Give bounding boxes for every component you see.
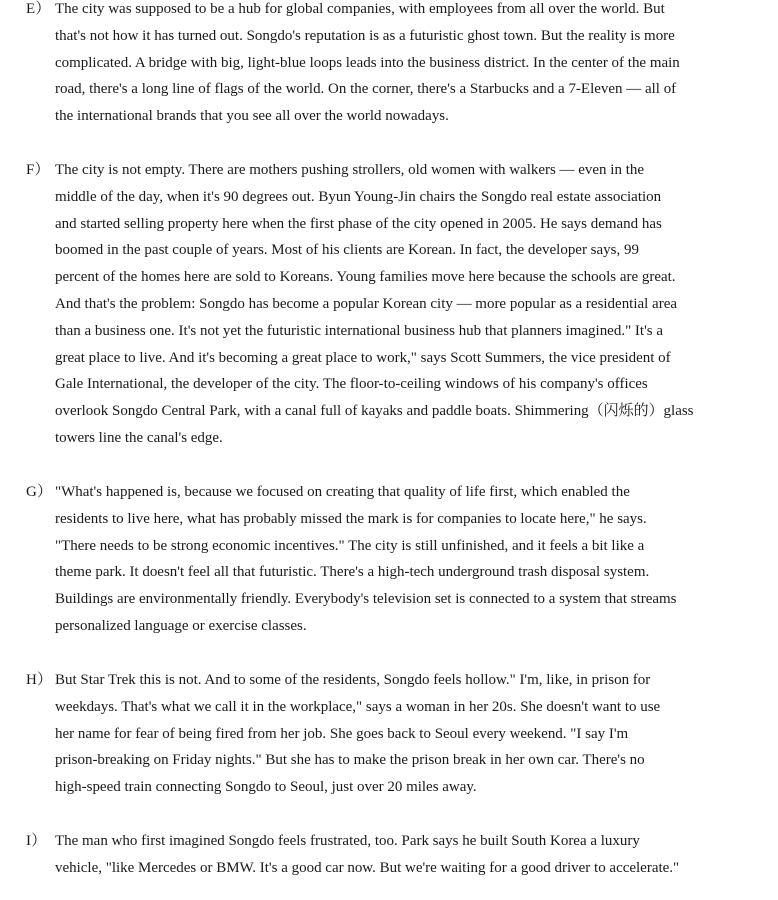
- text-line: boomed in the past couple of years. Most of his clients are Korean. In fact, the developer says, 99: [55, 242, 639, 259]
- paragraph-f: [26, 157, 736, 452]
- paragraph-text: [55, 479, 736, 640]
- text-line: her name for fear of being fired from her job. She goes back to Seoul every weekend. "I say I'm: [55, 725, 629, 742]
- text-line: percent of the homes here are sold to Koreans. Young families move here because the schools are great.: [55, 269, 676, 286]
- text-line: and started selling property here when the first phase of the city opened in 2005. He says demand has: [55, 215, 662, 232]
- paragraph-text: [55, 667, 736, 801]
- text-line: great place to live. And it's becoming a great place to work," says Scott Summers, the vice president of: [55, 349, 671, 366]
- text-line: personalized language or exercise classes.: [55, 617, 307, 634]
- text-line: road, there's a long line of flags of the world. On the corner, there's a Starbucks and a 7-Eleven — all of: [55, 81, 677, 98]
- paragraph-label: H）: [26, 672, 53, 688]
- text-line: The city was supposed to be a hub for global companies, with employees from all over the world. But: [55, 1, 665, 17]
- paragraph-label: G）: [26, 484, 53, 500]
- paragraph-i: [26, 828, 736, 882]
- text-line: weekdays. That's what we call it in the workplace," says a woman in her 20s. She doesn't want to use: [55, 698, 661, 715]
- text-line: vehicle, "like Mercedes or BMW. It's a good car now. But we're waiting for a good driver to accelerate.": [55, 859, 680, 876]
- paragraph-label: E）: [26, 1, 51, 17]
- text-line: that's not how it has turned out. Songdo's reputation is as a futuristic ghost town. But the reality is more: [55, 27, 675, 44]
- paragraph-text: [55, 828, 736, 882]
- paragraph-e: [26, 0, 736, 130]
- text-line: residents to live here, what has probably missed the mark is for companies to locate here," he says.: [55, 510, 647, 527]
- text-line: Gale International, the developer of the city. The floor-to-ceiling windows of his company's offices: [55, 376, 648, 393]
- text-line: But Star Trek this is not. And to some of the residents, Songdo feels hollow." I'm, like, in prison for: [55, 672, 651, 688]
- text-line: middle of the day, when it's 90 degrees out. Byun Young-Jin chairs the Songdo real estate association: [55, 188, 662, 205]
- text-line: high-speed train connecting Songdo to Seoul, just over 20 miles away.: [55, 779, 477, 796]
- paragraph-text: [55, 157, 736, 452]
- text-line: prison-breaking on Friday nights." But she has to make the prison break in her own car. There's no: [55, 752, 645, 769]
- text-line: theme park. It doesn't feel all that futuristic. There's a high-tech underground trash disposal system.: [55, 564, 650, 581]
- text-line: the international brands that you see all over the world nowadays.: [55, 108, 449, 125]
- text-line: The man who first imagined Songdo feels frustrated, too. Park says he built South Korea a luxury: [55, 833, 640, 849]
- text-line: And that's the problem: Songdo has become a popular Korean city — more popular as a residential area: [55, 295, 678, 312]
- paragraph-label: I）: [26, 833, 47, 849]
- paragraph-label: F）: [26, 162, 50, 178]
- text-line: than a business one. It's not yet the futuristic international business hub that planners imagined." It's a: [55, 322, 663, 339]
- paragraph-g: [26, 479, 736, 640]
- paragraph-text: [55, 0, 736, 130]
- text-line: "There needs to be strong economic incentives." The city is still unfinished, and it feels a bit like a: [55, 537, 645, 554]
- text-line: complicated. A bridge with big, light-blue loops leads into the business district. In the center of the main: [55, 54, 680, 71]
- text-line: "What's happened is, because we focused on creating that quality of life first, which enabled the: [55, 484, 630, 500]
- paragraph-h: [26, 667, 736, 801]
- text-line: The city is not empty. There are mothers pushing strollers, old women with walkers — even in the: [55, 162, 644, 178]
- text-line: towers line the canal's edge.: [55, 429, 223, 446]
- text-line: overlook Songdo Central Park, with a canal full of kayaks and paddle boats. Shimmering（闪烁的）glass: [55, 403, 694, 420]
- text-line: Buildings are environmentally friendly. Everybody's television set is connected to a system that streams: [55, 591, 677, 608]
